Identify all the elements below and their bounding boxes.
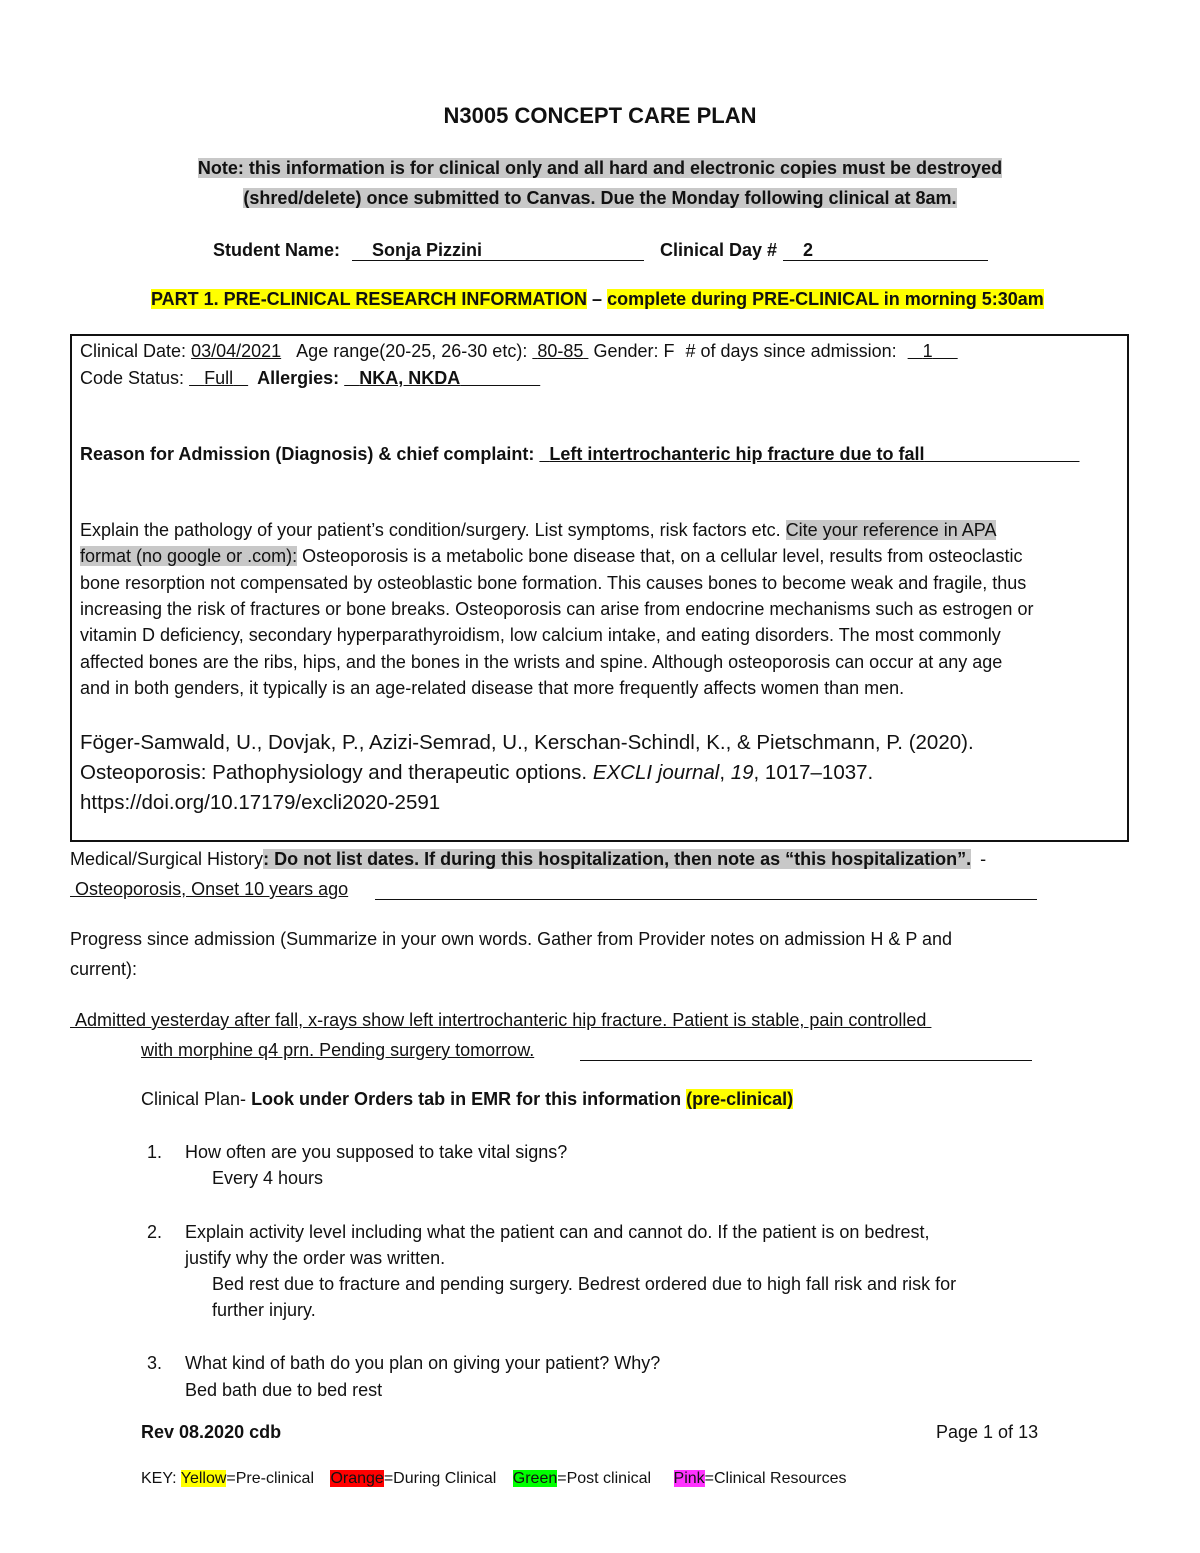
progress-underline — [580, 1060, 1032, 1061]
pathology-line: and in both genders, it typically is an age-related disease that more frequently affects women than men. — [80, 678, 905, 698]
pathology-line: affected bones are the ribs, hips, and the bones in the wrists and spine. Although osteoporosis can occur at any age — [80, 652, 1003, 672]
cite-prompt-a: Cite your reference in APA — [785, 520, 997, 540]
clinical-day-label: Clinical Day # — [660, 240, 778, 260]
citation-journal: EXCLI journal — [592, 761, 720, 784]
history-underline — [375, 899, 1037, 900]
answer-text: Bed rest due to fracture and pending surgery. Bedrest ordered due to high fall risk and risk for — [212, 1274, 957, 1294]
citation-volume: 19 — [730, 761, 754, 784]
age-range-value — [532, 341, 588, 361]
history-instruction-wrap — [263, 849, 971, 869]
key-yellow-word: Yellow — [180, 1470, 227, 1487]
reason-text: Left intertrochanteric hip fracture due to fall — [549, 444, 925, 464]
citation-doi: https://doi.org/10.17179/excli2020-2591 — [80, 791, 441, 814]
code-status-value — [189, 368, 248, 388]
answer-text: Every 4 hours — [212, 1168, 324, 1188]
key-green-desc: =Post clinical — [557, 1470, 652, 1487]
note-text-2: (shred/delete) once submitted to Canvas. Due the Monday following clinical at 8am. — [243, 188, 957, 208]
history-colon: : — [263, 849, 270, 869]
allergies-value — [344, 368, 540, 388]
question-text: What kind of bath do you plan on giving your patient? Why? — [185, 1353, 661, 1373]
question-number: 2. — [147, 1222, 163, 1242]
pathology-prompt: Explain the pathology of your patient’s condition/surgery. List symptoms, risk factors etc. — [80, 520, 781, 540]
reason-label: Reason for Admission (Diagnosis) & chief complaint: — [80, 444, 535, 464]
age-range-label: Age range(20-25, 26-30 etc): — [296, 341, 528, 361]
part1-subheading: complete during PRE-CLINICAL in morning 5:30am — [607, 289, 1044, 309]
days-since-admission-label: # of days since admission: — [685, 341, 897, 361]
pathology-line: increasing the risk of fractures or bone breaks. Osteoporosis can arise from endocrine mechanisms such as estrogen or — [80, 599, 1034, 619]
citation-sep: , — [719, 761, 726, 784]
citation-title: Osteoporosis: Pathophysiology and therapeutic options. — [80, 761, 588, 784]
answer-text: further injury. — [212, 1300, 316, 1320]
clinical-date-row — [80, 341, 958, 362]
clinical-date-label: Clinical Date: — [80, 341, 187, 361]
days-since-admission-text: 1 — [922, 341, 933, 361]
footer-key — [141, 1470, 847, 1488]
code-status-row — [80, 368, 540, 389]
clinical-day-value: 2 — [803, 240, 814, 260]
days-since-admission-value — [908, 341, 958, 361]
pathology-prompt-row — [80, 520, 996, 541]
clinical-plan-row — [141, 1089, 793, 1110]
clinical-day-field — [783, 240, 988, 261]
part1-heading: PART 1. PRE-CLINICAL RESEARCH INFORMATION — [151, 289, 588, 309]
question-text: How often are you supposed to take vital signs? — [185, 1142, 568, 1162]
note-text-1: Note: this information is for clinical only and all hard and electronic copies must be destroyed — [197, 158, 1003, 178]
note-line-1 — [0, 158, 1200, 179]
history-row — [70, 849, 986, 870]
age-range-text: 80-85 — [537, 341, 584, 361]
history-value — [70, 879, 348, 899]
clinical-plan-instruction: Look under Orders tab in EMR for this information — [251, 1089, 682, 1109]
pathology-line: vitamin D deficiency, secondary hyperparathyroidism, low calcium intake, and eating disorders. The most commonly — [80, 625, 1001, 645]
student-name-value: Sonja Pizzini — [372, 240, 483, 260]
part1-heading-line — [151, 289, 1044, 310]
note-line-2 — [0, 188, 1200, 209]
history-label: Medical/Surgical History — [70, 849, 264, 869]
progress-value-1 — [70, 1010, 931, 1030]
history-value-text: Osteoporosis, Onset 10 years ago — [75, 879, 349, 899]
code-status-text: Full — [204, 368, 234, 388]
pathology-line: Osteoporosis is a metabolic bone disease that, on a cellular level, results from osteoclastic — [302, 546, 1023, 566]
footer-revision: Rev 08.2020 cdb — [141, 1422, 282, 1442]
citation-line-1: Föger-Samwald, U., Dovjak, P., Azizi-Semrad, U., Kerschan-Schindl, K., & Pietschmann, P. (2020). — [80, 731, 974, 754]
question-number: 1. — [147, 1142, 163, 1162]
clinical-plan-label: Clinical Plan- — [141, 1089, 247, 1109]
key-orange-desc: =During Clinical — [383, 1470, 497, 1487]
history-dash: - — [980, 849, 987, 869]
footer-page-number: Page 1 of 13 — [936, 1422, 1039, 1442]
page-title: N3005 CONCEPT CARE PLAN — [443, 103, 757, 128]
question-text: Explain activity level including what the patient can and cannot do. If the patient is on bedrest, — [185, 1222, 930, 1242]
key-pink-desc: =Clinical Resources — [704, 1470, 847, 1487]
pathology-line-0-row — [80, 546, 1022, 567]
key-label: KEY: — [141, 1470, 177, 1487]
progress-value-2: with morphine q4 prn. Pending surgery tomorrow. — [141, 1040, 535, 1060]
citation-pages: , 1017–1037. — [753, 761, 874, 784]
progress-value-row-2 — [141, 1040, 534, 1061]
reason-value — [539, 444, 1079, 464]
clinical-date-value: 03/04/2021 — [191, 341, 282, 361]
part1-dash: – — [592, 289, 603, 309]
citation-line-2 — [80, 761, 873, 785]
question-number: 3. — [147, 1353, 163, 1373]
allergies-text: NKA, NKDA — [359, 368, 461, 388]
code-status-label: Code Status: — [80, 368, 185, 388]
key-orange-word: Orange — [330, 1470, 384, 1487]
clinical-plan-tag: (pre-clinical) — [686, 1089, 794, 1109]
progress-value-1-text: Admitted yesterday after fall, x-rays show left intertrochanteric hip fracture. Patient is stable, pain controlled — [75, 1010, 927, 1030]
key-yellow-desc: =Pre-clinical — [226, 1470, 314, 1487]
question-text: justify why the order was written. — [185, 1248, 446, 1268]
progress-value-row-1 — [70, 1010, 931, 1031]
pathology-line: bone resorption not compensated by osteoblastic bone formation. This causes bones to become weak and fragile, thus — [80, 573, 1027, 593]
progress-label-1: Progress since admission (Summarize in your own words. Gather from Provider notes on admission H & P and — [70, 929, 953, 949]
allergies-label: Allergies: — [257, 368, 340, 388]
history-instruction: Do not list dates. If during this hospitalization, then note as “this hospitalization”. — [274, 849, 972, 869]
gender-label: Gender: F — [593, 341, 675, 361]
progress-label-2: current): — [70, 959, 138, 979]
history-value-row — [70, 879, 348, 900]
key-green-word: Green — [512, 1470, 558, 1487]
reason-row — [80, 444, 1080, 465]
key-pink-word: Pink — [673, 1470, 705, 1487]
student-name-label: Student Name: — [213, 240, 341, 260]
answer-text: Bed bath due to bed rest — [185, 1380, 383, 1400]
student-name-field — [352, 240, 644, 261]
cite-prompt-b: format (no google or .com): — [80, 546, 298, 566]
